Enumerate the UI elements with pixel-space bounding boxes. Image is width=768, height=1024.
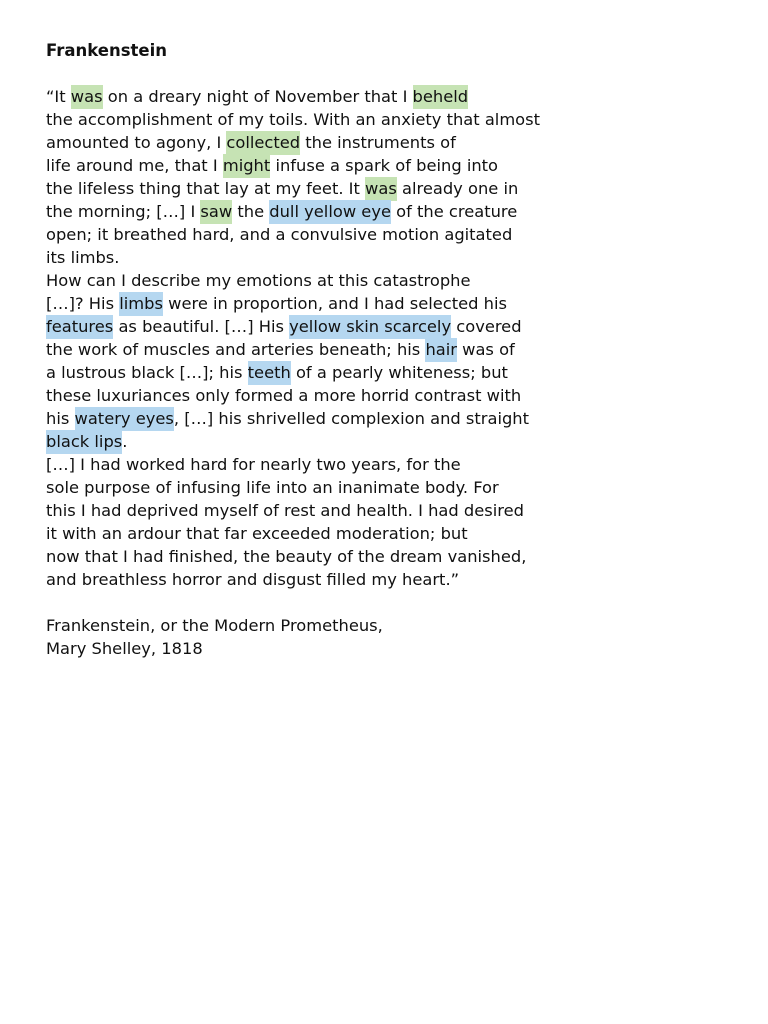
quote-text: a lustrous black […]; his bbox=[46, 363, 248, 382]
highlighted-description: dull yellow eye bbox=[269, 200, 391, 224]
quote-text: open; it breathed hard, and a convulsive motion agitated bbox=[46, 225, 513, 244]
quote-text: infuse a spark of being into bbox=[270, 156, 499, 175]
attribution-author-year: Mary Shelley, 1818 bbox=[46, 639, 203, 658]
highlighted-description: hair bbox=[425, 338, 457, 362]
highlighted-verb: beheld bbox=[413, 85, 469, 109]
quote-text: , […] his shrivelled complexion and straight bbox=[173, 409, 530, 428]
highlighted-description: yellow skin scarcely bbox=[289, 315, 451, 339]
quote-line bbox=[46, 407, 746, 430]
quote-text: these luxuriances only formed a more horrid contrast with bbox=[46, 386, 522, 405]
quote-line bbox=[46, 568, 746, 591]
quote-text: the accomplishment of my toils. With an anxiety that almost bbox=[46, 110, 541, 129]
quote-text: […] I had worked hard for nearly two years, for the bbox=[46, 455, 461, 474]
quote-text: amounted to agony, I bbox=[46, 133, 227, 152]
attribution-work: Frankenstein, or the Modern Prometheus, bbox=[46, 616, 383, 635]
highlighted-description: limbs bbox=[119, 292, 163, 316]
highlighted-verb: was bbox=[71, 85, 103, 109]
quote-text: its limbs. bbox=[46, 248, 120, 267]
highlighted-description: watery eyes bbox=[75, 407, 174, 431]
quote-text: . bbox=[122, 432, 128, 451]
quote-text: life around me, that I bbox=[46, 156, 223, 175]
highlighted-description: black lips bbox=[46, 430, 122, 454]
quote-line bbox=[46, 430, 746, 453]
highlighted-verb: collected bbox=[226, 131, 300, 155]
quote-text: were in proportion, and I had selected his bbox=[162, 294, 507, 313]
quote-text: the morning; […] I bbox=[46, 202, 201, 221]
quote-line bbox=[46, 131, 746, 154]
quote-line bbox=[46, 384, 746, 407]
quote-text: sole purpose of infusing life into an inanimate body. For bbox=[46, 478, 499, 497]
quote-line bbox=[46, 361, 746, 384]
quote-line bbox=[46, 499, 746, 522]
quote-text: the bbox=[232, 202, 270, 221]
quote-passage bbox=[46, 85, 746, 591]
quote-line bbox=[46, 200, 746, 223]
quote-text: his bbox=[46, 409, 75, 428]
quote-line bbox=[46, 269, 746, 292]
quote-text: the work of muscles and arteries beneath; his bbox=[46, 340, 426, 359]
quote-line bbox=[46, 545, 746, 568]
quote-line bbox=[46, 108, 746, 131]
quote-text: of a pearly whiteness; but bbox=[290, 363, 508, 382]
quote-text: “It bbox=[46, 87, 71, 106]
quote-text: How can I describe my emotions at this catastrophe bbox=[46, 271, 471, 290]
quote-text: of the creature bbox=[390, 202, 518, 221]
quote-line bbox=[46, 453, 746, 476]
quote-line bbox=[46, 154, 746, 177]
document-title: Frankenstein bbox=[46, 41, 168, 60]
quote-text: the lifeless thing that lay at my feet. It bbox=[46, 179, 366, 198]
highlighted-verb: saw bbox=[200, 200, 232, 224]
quote-text: the instruments of bbox=[300, 133, 456, 152]
quote-line bbox=[46, 292, 746, 315]
highlighted-verb: might bbox=[223, 154, 270, 178]
quote-text: covered bbox=[451, 317, 522, 336]
quote-text: this I had deprived myself of rest and health. I had desired bbox=[46, 501, 524, 520]
quote-text: on a dreary night of November that I bbox=[102, 87, 413, 106]
attribution bbox=[46, 614, 746, 660]
quote-line bbox=[46, 476, 746, 499]
quote-line bbox=[46, 246, 746, 269]
quote-text: was of bbox=[456, 340, 515, 359]
highlighted-description: features bbox=[46, 315, 113, 339]
quote-text: and breathless horror and disgust filled my heart.” bbox=[46, 570, 460, 589]
quote-line bbox=[46, 522, 746, 545]
quote-line bbox=[46, 223, 746, 246]
quote-line bbox=[46, 338, 746, 361]
quote-line bbox=[46, 315, 746, 338]
quote-text: […]? His bbox=[46, 294, 120, 313]
document-page bbox=[46, 39, 746, 660]
quote-line bbox=[46, 85, 746, 108]
quote-line bbox=[46, 177, 746, 200]
quote-text: it with an ardour that far exceeded moderation; but bbox=[46, 524, 468, 543]
quote-text: now that I had finished, the beauty of the dream vanished, bbox=[46, 547, 527, 566]
quote-text: as beautiful. […] His bbox=[113, 317, 290, 336]
highlighted-verb: was bbox=[365, 177, 397, 201]
highlighted-description: teeth bbox=[248, 361, 291, 385]
quote-text: already one in bbox=[396, 179, 519, 198]
